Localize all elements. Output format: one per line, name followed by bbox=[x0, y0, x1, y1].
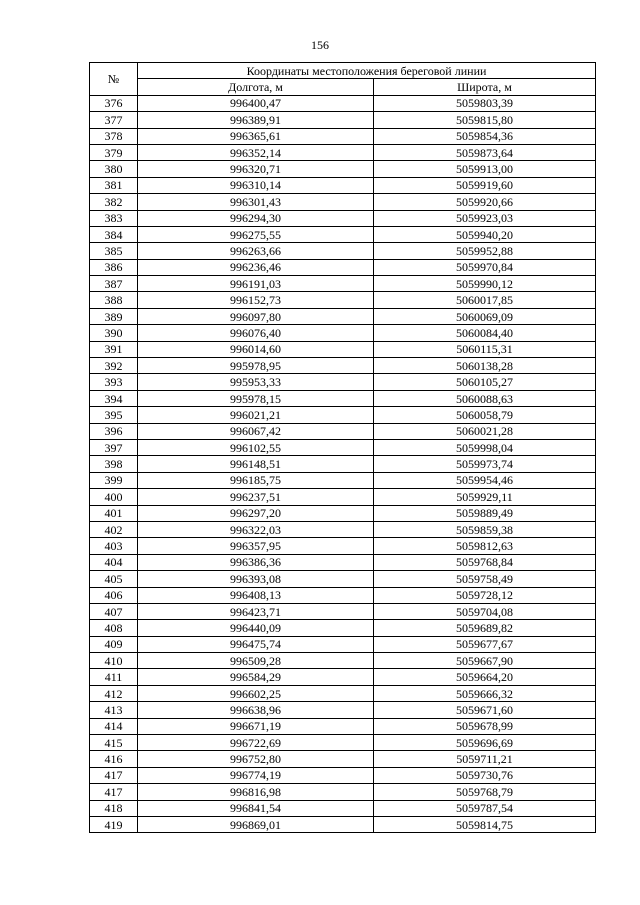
row-number-cell: 397 bbox=[90, 439, 138, 455]
row-number-cell: 383 bbox=[90, 210, 138, 226]
latitude-cell: 5060138,28 bbox=[374, 358, 596, 374]
table-row bbox=[90, 112, 596, 128]
longitude-cell: 996097,80 bbox=[138, 308, 374, 324]
row-number-cell: 406 bbox=[90, 587, 138, 603]
longitude-cell: 996365,61 bbox=[138, 128, 374, 144]
table-row bbox=[90, 292, 596, 308]
longitude-cell: 995978,95 bbox=[138, 358, 374, 374]
table-row bbox=[90, 751, 596, 767]
row-number-cell: 395 bbox=[90, 407, 138, 423]
table-row bbox=[90, 325, 596, 341]
longitude-cell: 996440,09 bbox=[138, 620, 374, 636]
row-number-cell: 409 bbox=[90, 636, 138, 652]
row-number-cell: 391 bbox=[90, 341, 138, 357]
latitude-cell: 5060017,85 bbox=[374, 292, 596, 308]
longitude-cell: 996310,14 bbox=[138, 177, 374, 193]
table-row bbox=[90, 521, 596, 537]
longitude-cell: 996869,01 bbox=[138, 816, 374, 832]
table-row bbox=[90, 259, 596, 275]
table-row bbox=[90, 407, 596, 423]
row-number-cell: 379 bbox=[90, 144, 138, 160]
table-row bbox=[90, 620, 596, 636]
latitude-cell: 5059815,80 bbox=[374, 112, 596, 128]
table-row bbox=[90, 554, 596, 570]
latitude-cell: 5060105,27 bbox=[374, 374, 596, 390]
latitude-cell: 5060084,40 bbox=[374, 325, 596, 341]
longitude-cell: 996076,40 bbox=[138, 325, 374, 341]
row-number-cell: 405 bbox=[90, 571, 138, 587]
table-row bbox=[90, 571, 596, 587]
latitude-cell: 5060069,09 bbox=[374, 308, 596, 324]
table-row bbox=[90, 489, 596, 505]
table-header bbox=[90, 63, 596, 96]
row-number-cell: 403 bbox=[90, 538, 138, 554]
number-column-header: № bbox=[90, 63, 138, 96]
row-number-cell: 416 bbox=[90, 751, 138, 767]
latitude-cell: 5059664,20 bbox=[374, 669, 596, 685]
table-row bbox=[90, 341, 596, 357]
longitude-cell: 996148,51 bbox=[138, 456, 374, 472]
longitude-cell: 996841,54 bbox=[138, 800, 374, 816]
row-number-cell: 385 bbox=[90, 243, 138, 259]
longitude-column-header: Долгота, м bbox=[138, 79, 374, 95]
table-row bbox=[90, 538, 596, 554]
longitude-cell: 996275,55 bbox=[138, 226, 374, 242]
row-number-cell: 407 bbox=[90, 603, 138, 619]
longitude-cell: 996102,55 bbox=[138, 439, 374, 455]
longitude-cell: 996322,03 bbox=[138, 521, 374, 537]
table-row bbox=[90, 390, 596, 406]
row-number-cell: 378 bbox=[90, 128, 138, 144]
row-number-cell: 382 bbox=[90, 194, 138, 210]
table-row bbox=[90, 685, 596, 701]
table-row bbox=[90, 177, 596, 193]
longitude-cell: 996509,28 bbox=[138, 653, 374, 669]
longitude-cell: 995953,33 bbox=[138, 374, 374, 390]
row-number-cell: 389 bbox=[90, 308, 138, 324]
latitude-cell: 5059689,82 bbox=[374, 620, 596, 636]
row-number-cell: 398 bbox=[90, 456, 138, 472]
longitude-cell: 996475,74 bbox=[138, 636, 374, 652]
latitude-cell: 5059812,63 bbox=[374, 538, 596, 554]
row-number-cell: 388 bbox=[90, 292, 138, 308]
table-row bbox=[90, 210, 596, 226]
row-number-cell: 400 bbox=[90, 489, 138, 505]
row-number-cell: 419 bbox=[90, 816, 138, 832]
row-number-cell: 387 bbox=[90, 276, 138, 292]
longitude-cell: 996400,47 bbox=[138, 95, 374, 111]
table-row bbox=[90, 423, 596, 439]
latitude-cell: 5059711,21 bbox=[374, 751, 596, 767]
row-number-cell: 418 bbox=[90, 800, 138, 816]
row-number-cell: 394 bbox=[90, 390, 138, 406]
table-row bbox=[90, 144, 596, 160]
page-number: 156 bbox=[311, 38, 329, 52]
longitude-cell: 996236,46 bbox=[138, 259, 374, 275]
longitude-cell: 996393,08 bbox=[138, 571, 374, 587]
longitude-cell: 996602,25 bbox=[138, 685, 374, 701]
longitude-cell: 996408,13 bbox=[138, 587, 374, 603]
table-row bbox=[90, 358, 596, 374]
latitude-cell: 5060115,31 bbox=[374, 341, 596, 357]
latitude-cell: 5059758,49 bbox=[374, 571, 596, 587]
latitude-cell: 5059913,00 bbox=[374, 161, 596, 177]
table-row bbox=[90, 669, 596, 685]
latitude-cell: 5059952,88 bbox=[374, 243, 596, 259]
table-row bbox=[90, 816, 596, 832]
row-number-cell: 392 bbox=[90, 358, 138, 374]
longitude-cell: 996752,80 bbox=[138, 751, 374, 767]
table-row bbox=[90, 636, 596, 652]
latitude-cell: 5059889,49 bbox=[374, 505, 596, 521]
table-row bbox=[90, 456, 596, 472]
table-row bbox=[90, 95, 596, 111]
latitude-cell: 5059666,32 bbox=[374, 685, 596, 701]
latitude-cell: 5059998,04 bbox=[374, 439, 596, 455]
table-row bbox=[90, 374, 596, 390]
row-number-cell: 393 bbox=[90, 374, 138, 390]
table-row bbox=[90, 505, 596, 521]
longitude-cell: 996185,75 bbox=[138, 472, 374, 488]
longitude-cell: 996386,36 bbox=[138, 554, 374, 570]
table-row bbox=[90, 243, 596, 259]
row-number-cell: 380 bbox=[90, 161, 138, 177]
longitude-cell: 996423,71 bbox=[138, 603, 374, 619]
latitude-cell: 5060088,63 bbox=[374, 390, 596, 406]
latitude-cell: 5059768,79 bbox=[374, 784, 596, 800]
latitude-cell: 5060058,79 bbox=[374, 407, 596, 423]
table-row bbox=[90, 653, 596, 669]
latitude-cell: 5060021,28 bbox=[374, 423, 596, 439]
latitude-cell: 5059803,39 bbox=[374, 95, 596, 111]
table-row bbox=[90, 128, 596, 144]
latitude-cell: 5059919,60 bbox=[374, 177, 596, 193]
longitude-cell: 996237,51 bbox=[138, 489, 374, 505]
latitude-cell: 5059667,90 bbox=[374, 653, 596, 669]
longitude-cell: 996722,69 bbox=[138, 735, 374, 751]
row-number-cell: 413 bbox=[90, 702, 138, 718]
longitude-cell: 996014,60 bbox=[138, 341, 374, 357]
latitude-cell: 5059704,08 bbox=[374, 603, 596, 619]
row-number-cell: 402 bbox=[90, 521, 138, 537]
table-row bbox=[90, 735, 596, 751]
latitude-cell: 5059854,36 bbox=[374, 128, 596, 144]
longitude-cell: 996263,66 bbox=[138, 243, 374, 259]
row-number-cell: 404 bbox=[90, 554, 138, 570]
row-number-cell: 408 bbox=[90, 620, 138, 636]
row-number-cell: 384 bbox=[90, 226, 138, 242]
longitude-cell: 996816,98 bbox=[138, 784, 374, 800]
table-row bbox=[90, 276, 596, 292]
longitude-cell: 996297,20 bbox=[138, 505, 374, 521]
row-number-cell: 412 bbox=[90, 685, 138, 701]
latitude-cell: 5059677,67 bbox=[374, 636, 596, 652]
latitude-cell: 5059940,20 bbox=[374, 226, 596, 242]
longitude-cell: 996584,29 bbox=[138, 669, 374, 685]
latitude-cell: 5059671,60 bbox=[374, 702, 596, 718]
latitude-cell: 5059970,84 bbox=[374, 259, 596, 275]
row-number-cell: 414 bbox=[90, 718, 138, 734]
latitude-cell: 5059990,12 bbox=[374, 276, 596, 292]
coordinates-table bbox=[89, 62, 596, 833]
latitude-cell: 5059814,75 bbox=[374, 816, 596, 832]
table-body bbox=[90, 95, 596, 833]
longitude-cell: 996638,96 bbox=[138, 702, 374, 718]
latitude-cell: 5059929,11 bbox=[374, 489, 596, 505]
latitude-cell: 5059920,66 bbox=[374, 194, 596, 210]
table-row bbox=[90, 718, 596, 734]
row-number-cell: 386 bbox=[90, 259, 138, 275]
table-row bbox=[90, 439, 596, 455]
row-number-cell: 381 bbox=[90, 177, 138, 193]
longitude-cell: 996671,19 bbox=[138, 718, 374, 734]
table-row bbox=[90, 472, 596, 488]
table-row bbox=[90, 702, 596, 718]
row-number-cell: 415 bbox=[90, 735, 138, 751]
latitude-cell: 5059923,03 bbox=[374, 210, 596, 226]
latitude-cell: 5059728,12 bbox=[374, 587, 596, 603]
latitude-cell: 5059696,69 bbox=[374, 735, 596, 751]
longitude-cell: 995978,15 bbox=[138, 390, 374, 406]
longitude-cell: 996021,21 bbox=[138, 407, 374, 423]
longitude-cell: 996152,73 bbox=[138, 292, 374, 308]
table-row bbox=[90, 767, 596, 783]
latitude-cell: 5059973,74 bbox=[374, 456, 596, 472]
latitude-cell: 5059730,76 bbox=[374, 767, 596, 783]
table-row bbox=[90, 800, 596, 816]
row-number-cell: 376 bbox=[90, 95, 138, 111]
latitude-cell: 5059787,54 bbox=[374, 800, 596, 816]
row-number-cell: 417 bbox=[90, 767, 138, 783]
row-number-cell: 411 bbox=[90, 669, 138, 685]
row-number-cell: 390 bbox=[90, 325, 138, 341]
table-row bbox=[90, 226, 596, 242]
table-row bbox=[90, 587, 596, 603]
longitude-cell: 996067,42 bbox=[138, 423, 374, 439]
row-number-cell: 417 bbox=[90, 784, 138, 800]
latitude-cell: 5059859,38 bbox=[374, 521, 596, 537]
longitude-cell: 996320,71 bbox=[138, 161, 374, 177]
latitude-cell: 5059873,64 bbox=[374, 144, 596, 160]
table-row bbox=[90, 161, 596, 177]
latitude-cell: 5059954,46 bbox=[374, 472, 596, 488]
longitude-cell: 996357,95 bbox=[138, 538, 374, 554]
longitude-cell: 996389,91 bbox=[138, 112, 374, 128]
longitude-cell: 996352,14 bbox=[138, 144, 374, 160]
row-number-cell: 401 bbox=[90, 505, 138, 521]
row-number-cell: 410 bbox=[90, 653, 138, 669]
table-row bbox=[90, 603, 596, 619]
table-row bbox=[90, 194, 596, 210]
longitude-cell: 996774,19 bbox=[138, 767, 374, 783]
table-row bbox=[90, 308, 596, 324]
latitude-cell: 5059678,99 bbox=[374, 718, 596, 734]
row-number-cell: 399 bbox=[90, 472, 138, 488]
table-row bbox=[90, 784, 596, 800]
longitude-cell: 996191,03 bbox=[138, 276, 374, 292]
row-number-cell: 396 bbox=[90, 423, 138, 439]
longitude-cell: 996301,43 bbox=[138, 194, 374, 210]
row-number-cell: 377 bbox=[90, 112, 138, 128]
latitude-column-header: Широта, м bbox=[374, 79, 596, 95]
latitude-cell: 5059768,84 bbox=[374, 554, 596, 570]
coordinates-group-header: Координаты местоположения береговой линии bbox=[138, 63, 596, 79]
longitude-cell: 996294,30 bbox=[138, 210, 374, 226]
